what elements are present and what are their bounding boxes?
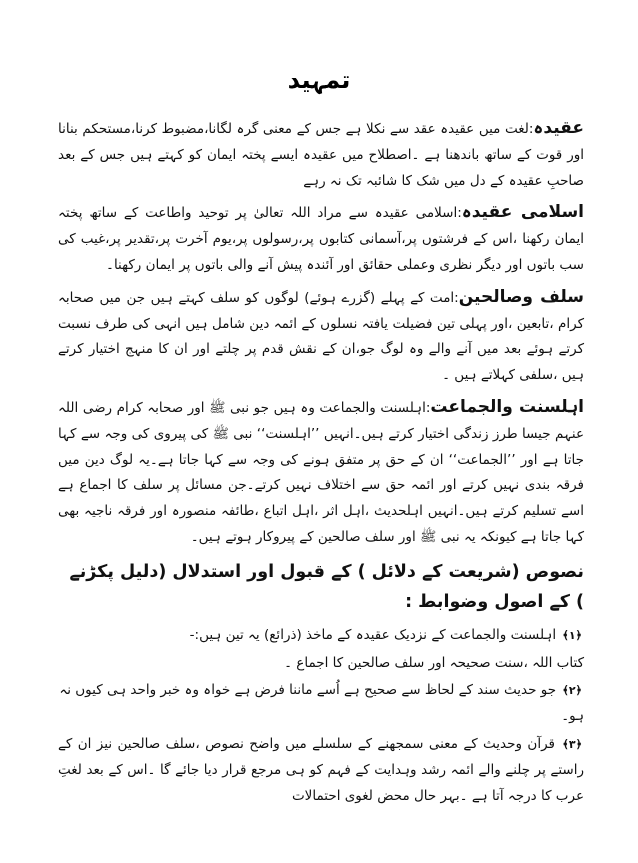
term-salaf: سلف وصالحین	[458, 286, 585, 307]
term-islamic-aqeedah: اسلامی عقیدہ	[461, 202, 584, 223]
paragraph-text: :لغت میں عقیدہ عقد سے نکلا ہے جس کے معنی گرہ لگانا،مضبوط کرنا،مستحکم بنانا اور قوت کے ساتھ باندھنا ہے ۔اصطلاح میں عقیدہ ایسے پختہ ایمان کو کہتے ہیں جس کے بعد صاحبِ عقیدہ کے دل میں شک کا شائبہ تک نہ رہے	[58, 121, 584, 189]
rule-item	[58, 651, 584, 677]
paragraph-text: :اسلامی عقیدہ سے مراد اللہ تعالیٰ پر توحید واطاعت کے ساتھ پختہ ایمان رکھنا ،اس کے فرشتوں پر،آسمانی کتابوں پر،رسولوں پر،یوم آخرت پر،تقدیر پر،غیب کی سب باتوں اور دیگر نظری وعملی حقائق اور آئندہ پیش آنے والی باتوں پر ایمان رکھنا۔	[58, 205, 584, 273]
rule-number: ﴿۲﴾	[562, 684, 582, 698]
paragraph-text: :اہلسنت والجماعت وہ ہیں جو نبی ﷺ اور صحابہ کرام رضی اللہ عنہم جیسا طرز زندگی اختیار کرتے ہیں۔انہیں ’’اہلسنت‘‘ نبی ﷺ کی پیروی کی وجہ سے کہا جاتا ہے اور ’’الجماعت‘‘ ان کے حق پر متفق ہونے کی وجہ سے کہا جاتا ہے۔یہ لوگ دین میں فرقہ بندی نہیں کرتے اور ائمہ حق سے اختلاف نہیں کرتے۔جن مسائل پر سلف کا اجماع ہے اسے تسلیم کرتے ہیں۔انہیں اہلحدیث ،اہل اثر ،اہل اتباع ،طائفہ منصورہ اور فرقہ ناجیہ بھی کہا جاتا ہے کیونکہ یہ نبی ﷺ اور سلف صالحین کے پیروکار ہوتے ہیں۔	[58, 399, 584, 545]
term-aqeedah: عقیدہ	[533, 118, 584, 138]
rule-item	[58, 623, 584, 649]
paragraph-text: :امت کے پہلے (گزرے ہوئے) لوگوں کو سلف کہتے ہیں جن میں صحابہ کرام ،تابعین ،اور پہلی تین فضیلت یافتہ نسلوں کے ائمہ دین شامل ہیں انہی کی طرف نسبت کرتے ہوئے بعد میں آنے والے وہ لوگ جو،ان کے نقش قدم پر چلتے اور ان کا منہج اختیار کرتے ہیں ،سلفی کہلاتے ہیں ۔	[58, 289, 584, 384]
rule-item	[58, 732, 584, 809]
paragraph-aqeedah	[58, 116, 584, 194]
document-body	[58, 116, 584, 815]
page-title: تمہید	[287, 66, 351, 94]
rule-text: کتاب اللہ ،سنت صحیحہ اور سلف صالحین کا اجماع ۔	[284, 654, 584, 671]
rule-item	[58, 678, 584, 730]
paragraph-islamic-aqeedah	[58, 200, 584, 278]
rule-text: اہلسنت والجماعت کے نزدیک عقیدہ کے ماخذ (ذرائع) یہ تین ہیں:-	[189, 626, 557, 643]
term-ahlussunnah: اہلسنت والجماعت	[430, 396, 584, 417]
rule-number: ﴿۳﴾	[562, 737, 583, 751]
rule-text: جو حدیث سند کے لحاظ سے صحیح ہے اُسے ماننا فرض ہے خواہ وہ خبر واحد ہی کیوں نہ ہو۔	[59, 682, 584, 725]
rule-text: قرآن وحدیث کے معنی سمجھنے کے سلسلے میں واضح نصوص ،سلف صالحین نیز ان کے راستے پر چلنے والے ائمہ رشد وہدایت کے فہم کو ہی مرجع قرار دیا جائے گا ۔اس کے بعد لغتِ عرب کا درجہ آتا ہے ۔بہر حال محض لغوی احتمالات	[58, 735, 584, 804]
rule-number: ﴿۱﴾	[562, 628, 582, 642]
section-heading: نصوص (شریعت کے دلائل ) کے قبول اور استدلال (دلیل پکڑنے ) کے اصول وضوابط :	[69, 561, 584, 612]
paragraph-salaf	[58, 285, 584, 389]
paragraph-ahlussunnah	[58, 395, 584, 551]
